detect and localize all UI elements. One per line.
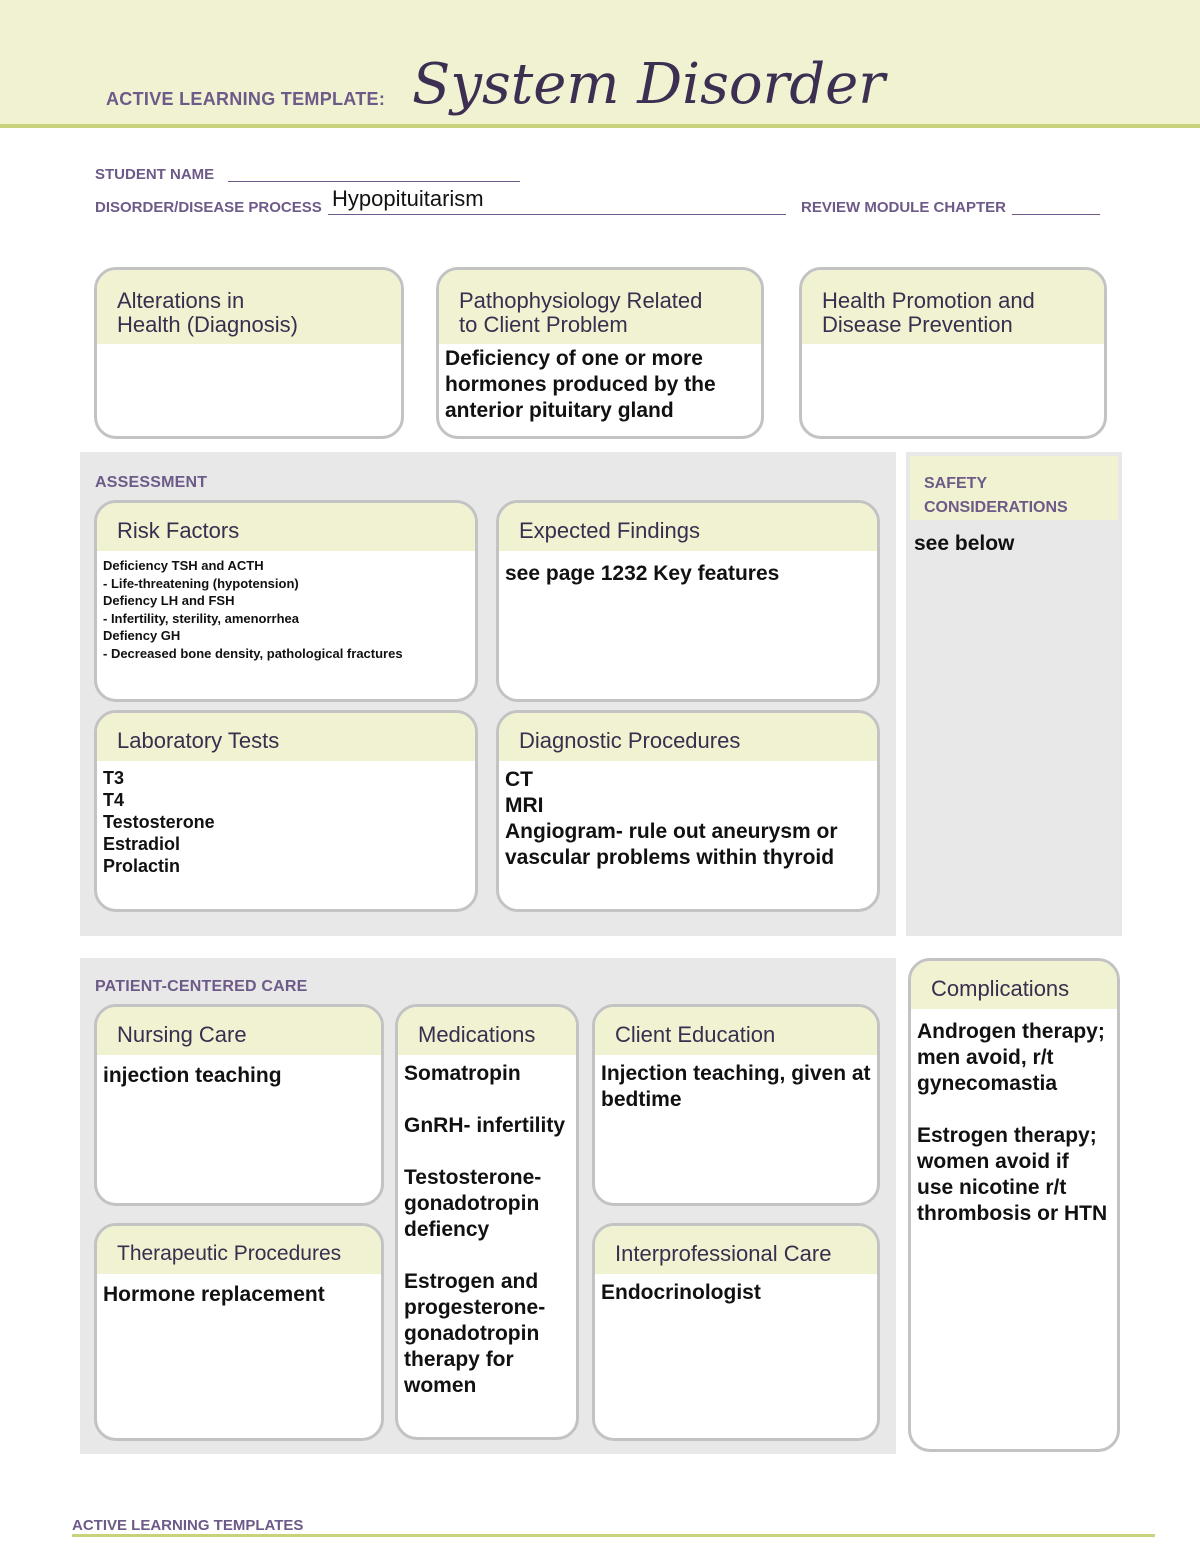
template-label: ACTIVE LEARNING TEMPLATE: xyxy=(106,89,386,109)
nursing-care-card xyxy=(94,1004,384,1206)
therapeutic-procedures-body[interactable]: Hormone replacement xyxy=(103,1283,325,1306)
health-promotion-title: Health Promotion and Disease Prevention xyxy=(802,270,1104,344)
disorder-line xyxy=(328,214,786,215)
alterations-title: Alterations in Health (Diagnosis) xyxy=(97,270,401,344)
complications-title: Complications xyxy=(911,961,1117,1009)
review-module-label: REVIEW MODULE CHAPTER xyxy=(801,199,1007,216)
client-education-card xyxy=(592,1004,880,1206)
medications-title: Medications xyxy=(398,1007,576,1055)
footer-label: ACTIVE LEARNING TEMPLATES xyxy=(72,1517,304,1534)
review-module-line xyxy=(1012,214,1100,215)
laboratory-tests-title: Laboratory Tests xyxy=(97,713,475,761)
template-title: System Disorder xyxy=(412,52,886,117)
safety-title: SAFETY CONSIDERATIONS xyxy=(910,456,1118,520)
nursing-care-title: Nursing Care xyxy=(97,1007,381,1055)
medications-card xyxy=(395,1004,579,1440)
patient-centered-care-title: PATIENT-CENTERED CARE xyxy=(95,978,308,995)
therapeutic-procedures-title: Therapeutic Procedures xyxy=(97,1226,381,1274)
complications-card xyxy=(908,958,1120,1452)
therapeutic-procedures-card xyxy=(94,1223,384,1441)
header-rule xyxy=(0,124,1200,128)
pathophysiology-title: Pathophysiology Related to Client Problem xyxy=(439,270,761,344)
safety-body[interactable]: see below xyxy=(914,532,1015,555)
disorder-field[interactable]: Hypopituitarism xyxy=(332,186,484,211)
assessment-title: ASSESSMENT xyxy=(95,474,208,491)
diagnostic-procedures-card xyxy=(496,710,880,912)
alterations-card xyxy=(94,267,404,439)
student-name-line xyxy=(228,181,520,182)
laboratory-tests-card xyxy=(94,710,478,912)
expected-findings-body[interactable]: see page 1232 Key features xyxy=(505,562,780,585)
diagnostic-procedures-title: Diagnostic Procedures xyxy=(499,713,877,761)
disorder-label: DISORDER/DISEASE PROCESS xyxy=(95,199,322,216)
nursing-care-body[interactable]: injection teaching xyxy=(103,1064,282,1087)
student-name-label: STUDENT NAME xyxy=(95,166,215,183)
pathophysiology-body[interactable]: Deficiency of one or more hormones produced by the anterior pituitary gland xyxy=(445,347,716,422)
safety-panel xyxy=(906,452,1122,936)
pathophysiology-card xyxy=(436,267,764,439)
alterations-body[interactable] xyxy=(97,344,401,348)
risk-factors-title: Risk Factors xyxy=(97,503,475,551)
diagnostic-procedures-body[interactable]: CT MRI Angiogram- rule out aneurysm or vascular problems within thyroid xyxy=(505,768,838,869)
interprofessional-care-body[interactable]: Endocrinologist xyxy=(601,1281,761,1304)
expected-findings-title: Expected Findings xyxy=(499,503,877,551)
medications-body[interactable]: Somatropin GnRH- infertility Testosterone- gonadotropin defiency Estrogen and progesterone- gonadotropin therapy for women xyxy=(404,1062,565,1397)
laboratory-tests-body[interactable]: T3 T4 Testosterone Estradiol Prolactin xyxy=(103,768,215,876)
risk-factors-card xyxy=(94,500,478,702)
client-education-body[interactable]: Injection teaching, given at bedtime xyxy=(601,1062,871,1111)
interprofessional-care-title: Interprofessional Care xyxy=(595,1226,877,1274)
complications-body[interactable]: Androgen therapy; men avoid, r/t gynecomastia Estrogen therapy; women avoid if use nicotine r/t thrombosis or HTN xyxy=(917,1020,1108,1225)
risk-factors-body[interactable]: Deficiency TSH and ACTH - Life-threatening (hypotension) Defiency LH and FSH - Infertility, sterility, amenorrhea Defiency GH - Decreased bone density, pathological fractures xyxy=(103,558,403,661)
health-promotion-body[interactable] xyxy=(802,344,1104,348)
client-education-title: Client Education xyxy=(595,1007,877,1055)
health-promotion-card xyxy=(799,267,1107,439)
footer-rule xyxy=(72,1534,1155,1537)
interprofessional-care-card xyxy=(592,1223,880,1441)
expected-findings-card xyxy=(496,500,880,702)
